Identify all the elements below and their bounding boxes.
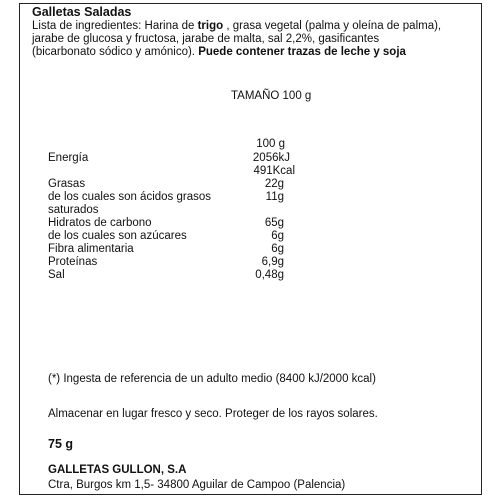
fibra-label: Fibra alimentaria	[48, 243, 134, 255]
ingredients-line-1: Lista de ingredientes: Harina de trigo , grasa vegetal (palma y oleína de palma),	[32, 20, 442, 32]
energia-kj: 2056kJ	[252, 152, 290, 164]
sal-label: Sal	[48, 269, 65, 281]
grasas-value: 22g	[264, 178, 284, 190]
proteinas-label: Proteínas	[48, 256, 98, 268]
serving-size: TAMAÑO 100 g	[231, 90, 312, 102]
energia-label: Energía	[48, 152, 89, 164]
allergen-warning: Puede contener trazas de leche y soja	[198, 46, 406, 58]
allergen-trigo: trigo	[197, 20, 224, 32]
manufacturer-address: Ctra, Burgos km 1,5- 34800 Aguilar de Campoo (Palencia)	[48, 479, 346, 491]
azucares-label: de los cuales son azúcares	[48, 230, 187, 242]
manufacturer-name: GALLETAS GULLON, S.A	[48, 464, 187, 476]
hidratos-label: Hidratos de carbono	[48, 217, 152, 229]
fibra-value: 6g	[271, 243, 284, 255]
azucares-value: 6g	[271, 230, 284, 242]
net-weight: 75 g	[48, 437, 74, 451]
saturados-value: 11g	[265, 191, 284, 203]
proteinas-value: 6,9g	[261, 256, 284, 268]
per-100g-header: 100 g	[256, 138, 285, 150]
storage-note: Almacenar en lugar fresco y seco. Proteger de los rayos solares.	[48, 408, 378, 420]
product-title: Galletas Saladas	[32, 5, 132, 19]
grasas-label: Grasas	[48, 178, 86, 190]
hidratos-value: 65g	[264, 217, 284, 229]
reference-intake-note: (*) Ingesta de referencia de un adulto medio (8400 kJ/2000 kcal)	[48, 373, 376, 385]
energia-kcal: 491Kcal	[253, 165, 295, 177]
sal-value: 0,48g	[255, 269, 284, 281]
ingredients-line-2: jarabe de glucosa y fructosa, jarabe de malta, sal 2,2%, gasificantes	[32, 33, 380, 45]
saturados-label-2: saturados	[48, 204, 99, 216]
saturados-label-1: de los cuales son ácidos grasos	[48, 191, 212, 203]
ingredients-line-3: (bicarbonato sódico y amónico). Puede contener trazas de leche y soja	[32, 46, 406, 58]
